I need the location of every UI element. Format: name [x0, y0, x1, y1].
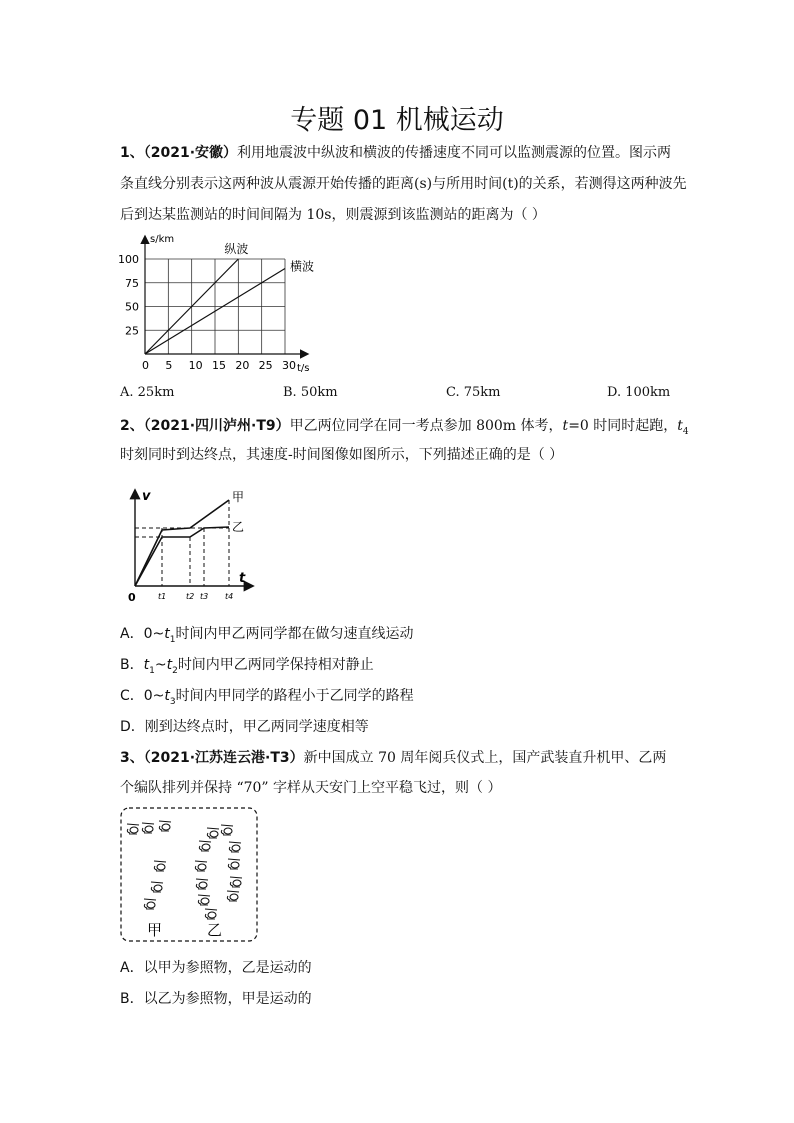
q3-option-a[interactable]: A．以甲为参照物，乙是运动的 — [120, 960, 312, 976]
y-tick-label: 50 — [125, 300, 139, 314]
series-label-0: 纵波 — [224, 242, 249, 256]
q2-tick-t2: t2 — [186, 592, 195, 601]
q1-option-c[interactable]: C. 75km — [446, 385, 501, 400]
x-tick-label: 30 — [282, 359, 296, 372]
q1-head: 1、（2021·安徽） — [120, 145, 238, 161]
x-tick-label: 15 — [212, 359, 226, 372]
helicopter-icon — [196, 879, 208, 889]
q2-label-jia: 甲 — [232, 490, 245, 504]
q2-tick-t3: t3 — [200, 592, 209, 601]
helicopter-icon — [221, 825, 233, 835]
helicopter-icon — [195, 861, 207, 871]
q2-label-yi: 乙 — [232, 520, 245, 534]
q3-helicopters — [127, 821, 242, 919]
q1-option-d[interactable]: D. 100km — [607, 385, 671, 400]
q2-tick-t4: t4 — [225, 592, 234, 601]
q1-line1: 1、（2021·安徽）利用地震波中纵波和横波的传播速度不同可以监测震源的位置。图示两 — [120, 145, 672, 161]
q2-head: 2、（2021·四川泸州·T9） — [120, 418, 290, 434]
helicopter-icon — [230, 877, 242, 887]
q2-t-label: t — [239, 571, 246, 586]
helicopter-icon — [144, 899, 156, 909]
q2-option-b[interactable]: B．$t_1\sim t_2$时间内甲乙两同学保持相对静止 — [120, 657, 374, 676]
series-label-1: 横波 — [290, 259, 315, 274]
helicopter-icon — [205, 909, 217, 919]
helicopter-icon — [127, 824, 139, 834]
q1-chart — [115, 228, 335, 378]
q2-option-a[interactable]: A．$0\sim t_1$时间内甲乙两同学都在做匀速直线运动 — [120, 626, 414, 645]
q2-v-label: v — [142, 489, 151, 504]
q2-vt-graph — [122, 485, 262, 610]
helicopter-icon — [154, 861, 166, 871]
q1-option-b[interactable]: B. 50km — [283, 385, 338, 400]
q2-option-d[interactable]: D．刚到达终点时，甲乙两同学速度相等 — [120, 719, 369, 735]
helicopter-icon — [198, 895, 210, 905]
y-tick-label: 25 — [125, 324, 139, 338]
x-tick-label: 10 — [188, 359, 203, 372]
q2-line1: 2、（2021·四川泸州·T9）甲乙两位同学在同一考点参加 800m 体考，t=0 时同时起跑，$t_4$ — [120, 418, 689, 437]
page-title: 专题 01 机械运动 — [290, 105, 504, 136]
q2-line2: 时刻同时到达终点，其速度-时间图像如图所示，下列描述正确的是（ ） — [120, 447, 564, 463]
x-tick-label: 5 — [165, 359, 173, 372]
q3-figure-border — [121, 808, 257, 941]
q3-formation-figure — [120, 807, 260, 943]
x-tick-label: 25 — [258, 359, 273, 372]
y-axis-label: s/km — [150, 234, 175, 245]
helicopter-icon — [228, 859, 240, 869]
q1-line3: 后到达某监测站的时间间隔为 10s，则震源到该监测站的距离为（ ） — [120, 207, 546, 223]
q2-option-c[interactable]: C．$0\sim t_3$时间内甲同学的路程小于乙同学的路程 — [120, 688, 414, 707]
q3-head: 3、（2021·江苏连云港·T3） — [120, 750, 304, 766]
q3-option-b[interactable]: B．以乙为参照物，甲是运动的 — [120, 991, 312, 1007]
q2-origin: 0 — [128, 591, 136, 604]
q3-label-yi: 乙 — [207, 921, 223, 939]
y-tick-label: 75 — [125, 276, 139, 290]
helicopter-icon — [227, 891, 239, 901]
q1-option-a[interactable]: A. 25km — [120, 385, 175, 400]
q2-tick-t1: t1 — [158, 592, 167, 601]
helicopter-icon — [207, 828, 219, 838]
q3-line2: 个编队排列并保持 “70” 字样从天安门上空平稳飞过，则（ ） — [120, 780, 502, 796]
x-tick-label: 0 — [142, 359, 149, 372]
x-tick-label: 20 — [235, 359, 250, 372]
helicopter-icon — [142, 823, 154, 833]
q2-line-jia — [135, 500, 229, 586]
helicopter-icon — [159, 821, 171, 831]
x-axis-label: t/s — [297, 363, 310, 374]
helicopter-icon — [199, 841, 211, 851]
y-tick-label: 100 — [118, 253, 139, 266]
q1-line2: 条直线分别表示这两种波从震源开始传播的距离(s)与所用时间(t)的关系，若测得这两种波先 — [120, 176, 687, 192]
q3-label-jia: 甲 — [147, 921, 163, 939]
helicopter-icon — [229, 842, 241, 852]
helicopter-icon — [151, 882, 163, 892]
q3-line1: 3、（2021·江苏连云港·T3）新中国成立 70 周年阅兵仪式上，国产武装直升机甲、乙两 — [120, 750, 667, 766]
